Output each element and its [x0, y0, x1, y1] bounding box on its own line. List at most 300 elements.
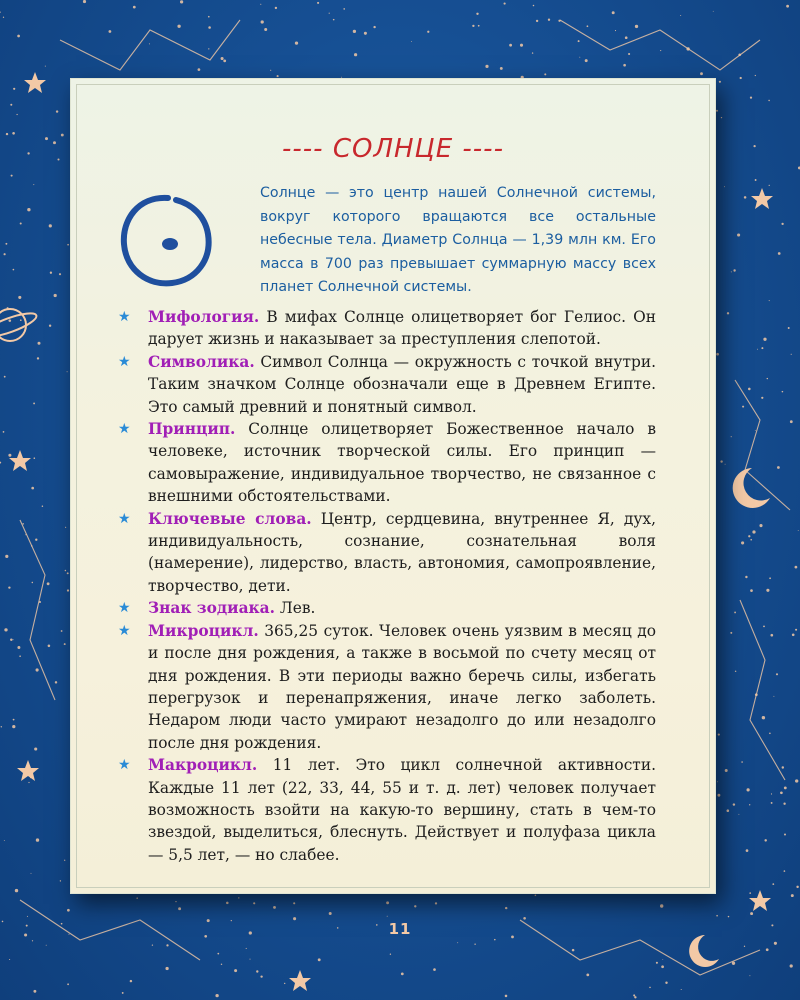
star-dot	[13, 719, 15, 721]
star-dot	[727, 809, 730, 812]
star-dot	[46, 945, 47, 946]
star-dot	[54, 294, 57, 297]
list-item	[118, 597, 656, 619]
star-dot	[790, 964, 793, 967]
star-dot	[761, 397, 763, 399]
star-dot	[27, 152, 29, 154]
star-dot	[733, 803, 735, 805]
star-dot	[178, 907, 181, 910]
star-dot	[776, 673, 778, 675]
star-dot	[31, 873, 32, 874]
star-dot	[333, 19, 335, 21]
star-dot	[750, 589, 753, 592]
star-dot	[12, 132, 15, 135]
star-dot	[61, 134, 64, 137]
star-dot	[747, 788, 750, 791]
star-dot	[50, 272, 52, 274]
star-dot	[769, 185, 770, 186]
star-dot	[34, 747, 37, 750]
star-dot	[67, 371, 68, 372]
star-dot	[208, 26, 211, 29]
star-dot	[59, 273, 61, 275]
star-dot	[656, 962, 658, 964]
star-dot	[65, 527, 66, 528]
star-dot	[784, 833, 786, 835]
star-dot	[414, 905, 416, 907]
star-dot	[782, 766, 784, 768]
star-dot	[748, 388, 751, 391]
saturn-icon	[0, 309, 39, 341]
star-dot	[533, 5, 535, 7]
star-dot	[791, 354, 792, 355]
star-dot	[748, 535, 750, 537]
star-dot	[718, 734, 720, 736]
star-dot	[535, 895, 537, 897]
star-dot	[798, 530, 799, 531]
star-dot	[42, 506, 43, 507]
star-dot	[4, 253, 6, 255]
star-dot	[795, 566, 798, 569]
star-icon: ★	[118, 622, 131, 639]
star-dot	[766, 948, 769, 951]
star-dot	[28, 782, 29, 783]
star-dot	[152, 944, 153, 945]
star-dot	[719, 81, 721, 83]
star-dot	[226, 902, 229, 905]
star-dot	[165, 967, 168, 970]
star-dot	[5, 243, 7, 245]
star-dot	[766, 589, 769, 592]
star-dot	[662, 959, 663, 960]
star-dot	[19, 655, 21, 657]
star-dot	[32, 582, 33, 583]
star-dot	[61, 630, 63, 632]
star-dot	[750, 912, 753, 915]
crescent-moon-icon	[689, 935, 719, 967]
item-label: Знак зодиака.	[148, 599, 275, 618]
list-item	[118, 620, 656, 754]
star-dot	[9, 319, 12, 322]
star-dot	[763, 338, 766, 341]
star-dot	[12, 725, 15, 728]
item-label: Макроцикл.	[148, 756, 258, 775]
star-dot	[387, 916, 388, 917]
star-dot	[208, 48, 209, 49]
star-dot	[791, 894, 794, 897]
star-dot	[38, 342, 41, 345]
star-dot	[633, 994, 635, 996]
star-dot	[16, 114, 17, 115]
star-dot	[275, 7, 277, 9]
star-dot	[730, 632, 732, 634]
star-dot	[10, 639, 12, 641]
star-dot	[795, 779, 798, 782]
star-icon: ★	[118, 353, 131, 370]
star-dot	[478, 25, 480, 27]
star-dot	[37, 357, 39, 359]
star-dot	[353, 30, 356, 33]
star-dot	[485, 65, 488, 68]
star-dot	[728, 916, 729, 917]
star-dot	[109, 30, 112, 33]
star-dot	[427, 31, 429, 33]
star-dot	[64, 860, 65, 861]
star-dot	[122, 992, 124, 994]
star-dot	[3, 17, 4, 18]
star-icon: ★	[118, 757, 131, 774]
star-dot	[261, 20, 264, 23]
star-dot	[36, 838, 39, 841]
star-dot	[215, 994, 218, 997]
star-dot	[500, 67, 503, 70]
star-dot	[65, 570, 67, 572]
star-dot	[64, 643, 66, 645]
star-dot	[45, 137, 48, 140]
star-dot	[133, 6, 136, 9]
star-dot	[731, 436, 732, 437]
star-dot	[755, 430, 756, 431]
star-dot	[660, 904, 663, 907]
star-dot	[741, 541, 744, 544]
star-dot	[11, 175, 13, 177]
star-dot	[625, 36, 628, 39]
star-dot	[755, 75, 756, 76]
star-dot	[401, 973, 404, 976]
star-dot	[732, 962, 735, 965]
star-dot	[4, 628, 7, 631]
star-dot	[742, 406, 744, 408]
star-dot	[433, 968, 436, 971]
star-dot	[753, 145, 755, 147]
star-dot	[49, 224, 52, 227]
star-dot	[253, 902, 255, 904]
list-item	[118, 351, 656, 418]
star-dot	[634, 996, 636, 998]
star-dot	[246, 948, 247, 949]
star-dot	[768, 100, 769, 101]
star-dot	[778, 252, 781, 255]
item-text: Лев.	[279, 599, 316, 618]
star-dot	[45, 66, 46, 67]
star-dot	[738, 814, 739, 815]
star-dot	[53, 141, 56, 144]
star-dot	[67, 909, 70, 912]
star-dot	[57, 158, 59, 160]
star-dot	[260, 975, 262, 977]
star-dot	[764, 839, 766, 841]
star-dot	[457, 942, 458, 943]
star-dot	[615, 30, 616, 31]
star-dot	[544, 73, 546, 75]
item-text: 11 лет. Это цикл солнечной активности. Каждые 11 лет (22, 33, 44, 55 и т. д. лет) человек получает возможность взойти на какую-то вершину, стать в чем-то звездой, выделиться, блеснуть. Действует и полуфаза цикла — 5,5 лет, — но слабее.	[148, 756, 656, 864]
star-dot	[744, 946, 745, 947]
star-dot	[772, 883, 774, 885]
list-item	[118, 306, 656, 351]
star-dot	[329, 13, 330, 14]
star-icon: ★	[118, 421, 131, 438]
star-dot	[717, 781, 718, 782]
star-dot	[136, 897, 138, 899]
star-dot	[33, 990, 36, 993]
star-dot	[20, 319, 22, 321]
star-dot	[749, 804, 750, 805]
star-dot	[48, 645, 51, 648]
star-dot	[769, 577, 771, 579]
star-dot	[17, 646, 20, 649]
star-dot	[175, 901, 176, 902]
item-label: Символика.	[148, 352, 255, 371]
star-dot	[8, 586, 10, 588]
star-dot	[724, 186, 725, 187]
star-dot	[733, 269, 735, 271]
star-dot	[250, 959, 251, 960]
star-dot	[520, 44, 523, 47]
star-dot	[635, 25, 638, 28]
star-dot	[750, 539, 752, 541]
star-dot	[720, 460, 722, 462]
item-text: Символ Солнца — окружность с точкой внутри. Таким значком Солнце обозначали еще в Древнем Египте. Это самый древний и понятный символ.	[148, 352, 656, 416]
star-dot	[725, 464, 726, 465]
star-dot	[67, 983, 69, 985]
star-dot	[354, 53, 357, 56]
star-dot	[784, 870, 786, 872]
star-dot	[0, 462, 1, 464]
star-dot	[343, 8, 345, 10]
star-dot	[782, 391, 784, 393]
star-dot	[579, 57, 580, 58]
star-dot	[700, 72, 703, 75]
star-dot	[295, 41, 298, 44]
star-dot	[737, 233, 740, 236]
star-dot	[373, 26, 375, 28]
star-dot	[761, 347, 763, 349]
star-dot	[716, 915, 718, 917]
star-dot	[33, 184, 34, 185]
star-dot	[270, 70, 271, 71]
star-dot	[661, 965, 664, 968]
star-dot	[474, 944, 475, 945]
star-dot	[238, 897, 239, 898]
star-dot	[786, 5, 789, 8]
star-dot	[780, 791, 783, 794]
star-dot	[284, 983, 285, 984]
page-number: 11	[388, 920, 412, 938]
star-dot	[217, 953, 219, 955]
star-dot	[35, 539, 37, 541]
star-dot	[293, 902, 295, 904]
item-label: Принцип.	[148, 420, 236, 439]
sun-symbol-icon	[116, 190, 216, 290]
star-dot	[329, 912, 332, 915]
star-dot	[727, 312, 729, 314]
star-dot	[22, 523, 23, 524]
star-dot	[435, 902, 437, 904]
star-dot	[17, 35, 20, 38]
star-dot	[60, 880, 61, 881]
star-dot	[752, 530, 755, 533]
star-dot	[759, 524, 762, 527]
star-icon: ★	[118, 600, 131, 617]
star-dot	[6, 133, 8, 135]
list-item	[118, 418, 656, 508]
star-dot	[273, 906, 276, 909]
star-dot	[796, 886, 798, 888]
star-dot	[734, 611, 736, 613]
star-dot	[56, 110, 58, 112]
star-dot	[67, 572, 69, 574]
star-dot	[223, 60, 226, 63]
crescent-moon-icon	[733, 468, 770, 508]
star-dot	[628, 53, 630, 55]
star-dot	[713, 11, 714, 12]
star-dot	[221, 964, 222, 965]
star-dot	[277, 75, 279, 77]
star-dot	[783, 803, 785, 805]
star-dot	[746, 849, 749, 852]
star-dot	[572, 949, 575, 952]
star-dot	[680, 15, 681, 16]
star-dot	[198, 68, 201, 71]
star-dot	[773, 696, 774, 697]
star-dot	[717, 794, 720, 797]
star-dot	[55, 681, 57, 683]
item-text: 365,25 суток. Человек очень уязвим в месяц до и после дня рождения, а также в восьмой по счету месяц от дня рождения. В эти периоды важно беречь силы, избегать перегрузок и перенапряжения, иначе легко заболеть. Недаром люди часто умирают незадолго до или незадолго после дня рождения.	[148, 621, 656, 752]
star-dot	[9, 959, 10, 960]
star-dot	[763, 625, 765, 627]
star-dot	[762, 716, 765, 719]
star-dot	[795, 629, 797, 631]
star-dot	[67, 244, 69, 246]
star-dot	[36, 668, 39, 671]
star-dot	[665, 982, 667, 984]
star-dot	[476, 13, 478, 15]
star-dot	[472, 25, 474, 27]
star-dot	[532, 52, 533, 53]
star-dot	[504, 3, 506, 5]
star-dot	[15, 889, 18, 892]
star-dot	[770, 634, 773, 637]
star-dot	[509, 44, 512, 47]
item-text: В мифах Солнце олицетворяет бог Гелиос. Он дарует жизнь и наказывает за преступления слепотой.	[148, 308, 656, 349]
star-dot	[767, 378, 768, 379]
star-dot	[208, 16, 210, 18]
star-dot	[27, 916, 28, 917]
star-dot	[234, 969, 237, 972]
star-dot	[777, 466, 780, 469]
item-label: Ключевые слова.	[148, 509, 312, 528]
star-icon: ★	[118, 510, 131, 527]
item-text: Солнце олицетворяет Божественное начало в человеке, источник творческой силы. Его принцип — самовыражение, индивидуальное творчество, не связанное с внешними обстоятельствами.	[148, 420, 656, 506]
star-dot	[13, 639, 14, 640]
star-dot	[4, 376, 6, 378]
star-dot	[586, 974, 589, 977]
star-dot	[83, 0, 86, 3]
star-dot	[180, 0, 183, 3]
star-dot	[149, 43, 150, 44]
star-dot	[781, 223, 783, 225]
star-dot	[769, 300, 770, 301]
star-dot	[750, 97, 752, 99]
star-dot	[741, 761, 743, 763]
item-label: Микроцикл.	[148, 621, 259, 640]
star-dot	[757, 349, 758, 350]
star-dot	[585, 59, 588, 62]
star-dot	[27, 208, 30, 211]
star-dot	[33, 402, 35, 404]
star-dot	[716, 110, 718, 112]
star-dot	[623, 64, 626, 67]
star-icon: ★	[118, 309, 131, 325]
star-dot	[505, 995, 508, 998]
star-dot	[769, 733, 771, 735]
star-dot	[256, 970, 258, 972]
star-dot	[260, 4, 261, 5]
star-dot	[411, 41, 412, 42]
star-dot	[318, 958, 321, 961]
star-dot	[3, 431, 5, 433]
star-dot	[745, 576, 747, 578]
star-dot	[771, 802, 773, 804]
star-dot	[755, 179, 757, 181]
star-dot	[731, 271, 732, 272]
star-dot	[749, 892, 751, 894]
star-dot	[536, 20, 538, 22]
star-dot	[716, 353, 719, 356]
page-title: ---- СОЛНЦЕ ----	[282, 134, 504, 164]
star-dot	[20, 222, 22, 224]
star-dot	[649, 987, 651, 989]
star-dot	[4, 840, 5, 841]
star-dot	[792, 633, 795, 636]
intro-text: Солнце — это центр нашей Солнечной системы, вокруг которого вращаются все остальные небесные тела. Диаметр Солнца — 1,39 млн км. Его масса в 700 раз превышает суммарную массу всех планет Солнечной системы.	[260, 185, 656, 295]
star-dot	[47, 582, 50, 585]
star-dot	[221, 57, 224, 60]
star-dot	[364, 32, 367, 35]
star-dot	[0, 12, 1, 13]
star-dot	[67, 589, 69, 591]
star-dot	[32, 940, 33, 941]
star-dot	[1, 726, 2, 727]
star-dot	[31, 487, 34, 490]
facts-list	[118, 306, 656, 866]
star-dot	[725, 769, 728, 772]
star-dot	[587, 25, 589, 27]
star-dot	[548, 19, 550, 21]
star-dot	[177, 25, 180, 28]
star-dot	[13, 269, 15, 271]
star-dot	[390, 954, 391, 955]
star-dot	[735, 671, 736, 672]
star-dot	[8, 454, 11, 457]
list-item	[118, 508, 656, 598]
star-dot	[317, 2, 319, 4]
star-dot	[13, 88, 15, 90]
star-dot	[18, 296, 21, 299]
star-dot	[790, 420, 793, 423]
star-dot	[130, 980, 132, 982]
star-dot	[784, 786, 787, 789]
list-item	[118, 754, 656, 866]
star-dot	[386, 901, 389, 904]
item-text: Центр, сердцевина, внутреннее Я, дух, индивидуальность, сознание, сознательная воля (намерение), лидерство, власть, автономия, самопроявление, творчество, дети.	[148, 509, 656, 595]
star-dot	[578, 40, 580, 42]
star-dot	[771, 793, 772, 794]
star-dot	[744, 196, 747, 199]
star-dot	[660, 50, 661, 51]
star-dot	[612, 11, 615, 14]
star-dot	[788, 327, 790, 329]
star-dot	[505, 907, 507, 909]
